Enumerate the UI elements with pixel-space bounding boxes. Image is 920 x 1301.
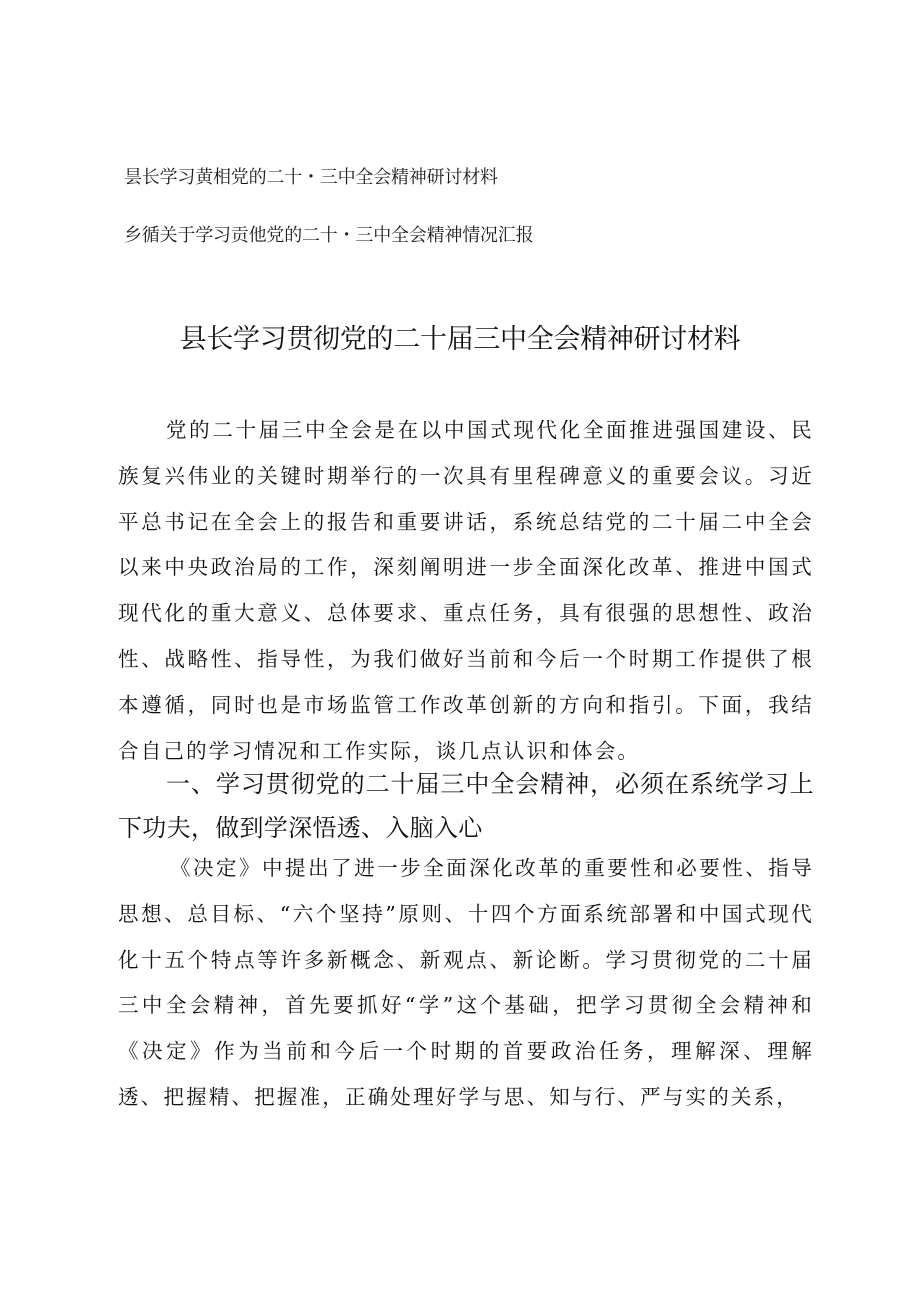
toc-entry-1[interactable]: 昙长学习黄相党的二十・三中全会精神研讨材料 xyxy=(124,167,498,188)
body-paragraph-2: 《决定》中提出了进一步全面深化改革的重要性和必要性、指导思想、总目标、“六个坚持”原则、十四个方面系统部署和中国式现代化十五个特点等许多新概念、新观点、新论断。学习贯彻党的二十届三中全会精神，首先要抓好“学”这个基础，把学习贯彻全会精神和《决定》作为当前和今后一个时期的首要政治任务，理解深、理解透、把握精、把握准，正确处理好学与思、知与行、严与实的关系， xyxy=(118,856,814,1109)
section-heading-1: 一、学习贯彻党的二十届三中全会精神，必须在系统学习上下功夫，做到学深悟透、入脑入心 xyxy=(118,770,814,842)
document-title: 县长学习贯彻党的二十届三中全会精神研讨材料 xyxy=(179,324,741,355)
body-paragraph-1: 党的二十届三中全会是在以中国式现代化全面推进强国建设、民族复兴伟业的关键时期举行的一次具有里程碑意义的重要会议。习近平总书记在全会上的报告和重要讲话，系统总结党的二十届二中全会以来中央政治局的工作，深刻阐明进一步全面深化改革、推进中国式现代化的重大意义、总体要求、重点任务，具有很强的思想性、政治性、战略性、指导性，为我们做好当前和今后一个时期工作提供了根本遵循，同时也是市场监管工作改革创新的方向和指引。下面，我结合自己的学习情况和工作实际，谈几点认识和体会。 xyxy=(118,418,814,763)
toc-entry-2[interactable]: 乡循关于学习贡他党的二十・三中全会精神情况汇报 xyxy=(124,225,534,246)
